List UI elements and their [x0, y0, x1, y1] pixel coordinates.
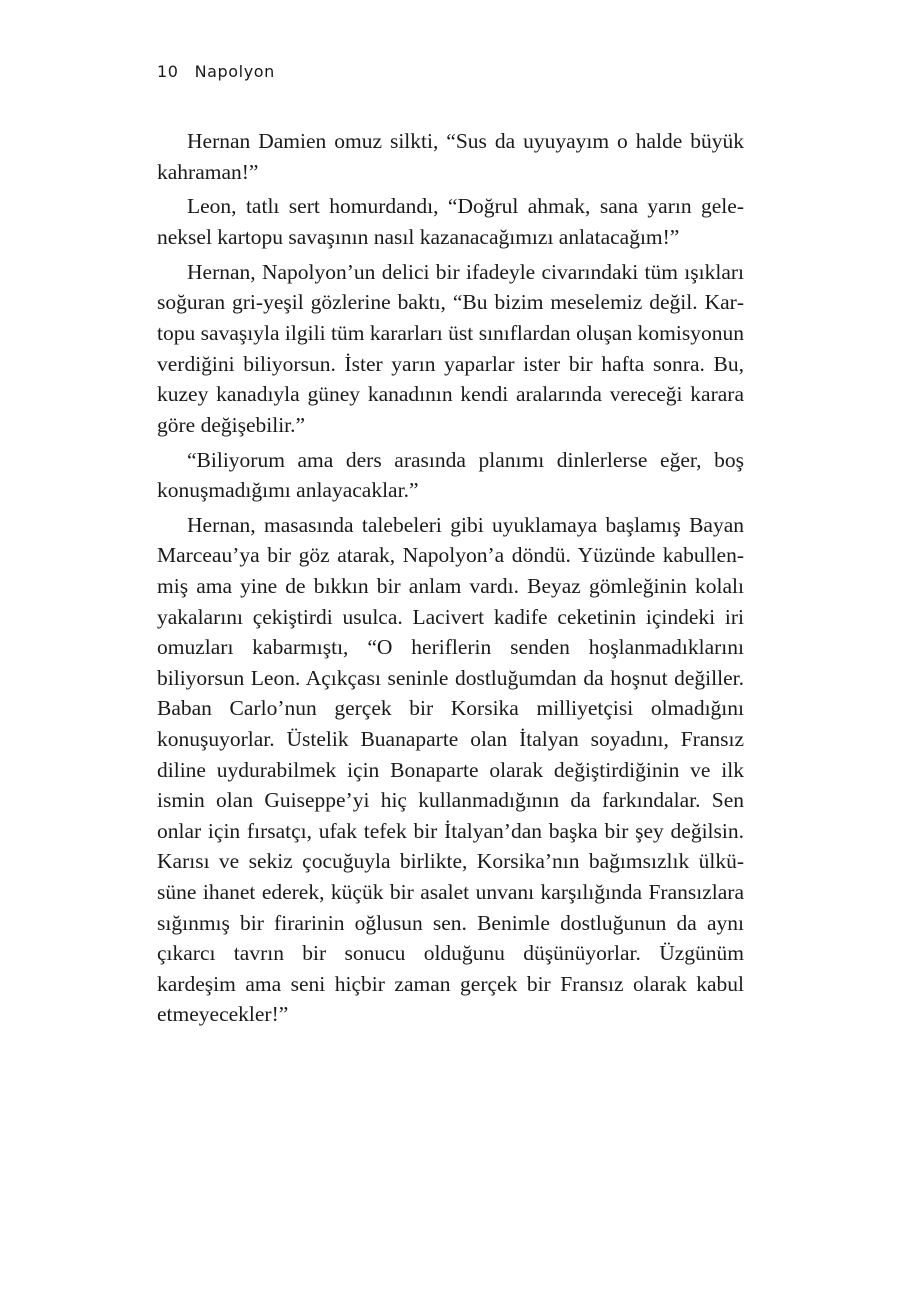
- paragraph-4: “Biliyorum ama ders arasında planımı dinlerlerse eğer, boş konuşmadığımı anlayacaklar.”: [157, 447, 744, 503]
- page-number: 10: [157, 62, 179, 81]
- running-title: Napolyon: [194, 62, 275, 81]
- paragraph-3: Hernan, Napolyon’un delici bir ifadeyle civarındaki tüm ışıkları soğuran gri-yeşil gözlerine baktı, “Bu bizim meselemiz değil. Kartopu savaşıyla ilgili tüm kararları üst sınıflardan oluşan komisyonun verdiğini biliyorsun. İster yarın yaparlar ister bir hafta sonra. Bu, kuzey kanadıyla güney kanadının kendi aralarında vereceği karara göre değişebilir.”: [157, 259, 744, 437]
- paragraph-5: Hernan, masasında talebeleri gibi uyuklamaya başlamış Bayan Marceau’ya bir göz atarak, Napolyon’a döndü. Yüzünde kabullenmiş ama yine de bıkkın bir anlam vardı. Beyaz gömleğinin kolalı yakalarını çekiştirdi usulca. Lacivert kadife ceketinin içindeki iri omuzları kabarmıştı, “O heriflerin senden hoşlanmadıklarını biliyorsun Leon. Açıkçası seninle dostluğumdan da hoşnut değiller. Baban Carlo’nun gerçek bir Korsika milliyetçisi olmadığını konuşuyorlar. Üstelik Buanaparte olan İtalyan soyadını, Fransız diline uydurabilmek için Bonaparte olarak değiştirdiğinin ve ilk ismin olan Guiseppe’yi hiç kullanmadığının da farkındalar. Sen onlar için fırsatçı, ufak tefek bir İtalyan’dan başka bir şey değilsin. Karısı ve sekiz çocuğuyla birlikte, Korsika’nın bağımsızlık ülküsüne ihanet ederek, küçük bir asalet unvanı karşılığında Fransızlara sığınmış bir firarinin oğlusun sen. Benimle dostluğunun da aynı çıkarcı tavrın bir sonucu olduğunu düşünüyorlar. Üzgünüm kardeşim ama seni hiçbir zaman gerçek bir Fransız olarak kabul etmeyecekler!”: [157, 512, 744, 1027]
- paragraph-2: Leon, tatlı sert homurdandı, “Doğrul ahmak, sana yarın geleneksel kartopu savaşının nasıl kazanacağımızı anlatacağım!”: [157, 194, 744, 249]
- paragraph-1: Hernan Damien omuz silkti, “Sus da uyuyayım o halde büyük kahraman!”: [157, 129, 744, 184]
- body-text: [157, 126, 744, 1034]
- running-header: [157, 62, 275, 81]
